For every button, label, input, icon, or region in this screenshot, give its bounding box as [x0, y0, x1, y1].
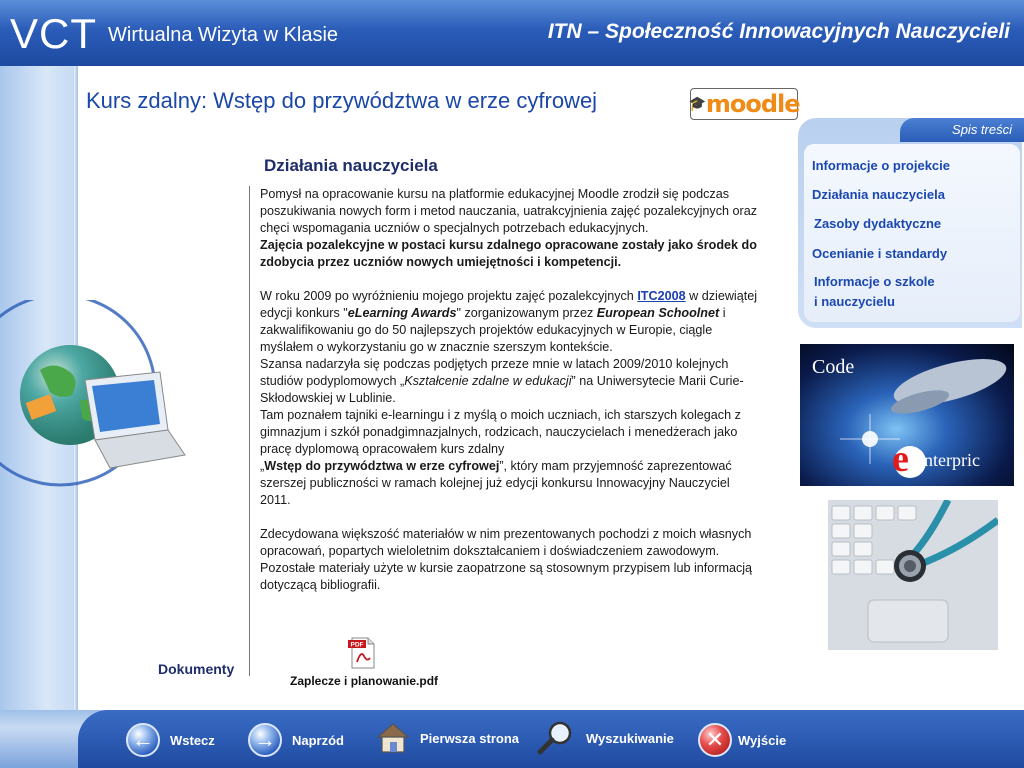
text: w dziewiątej edycji konkurs ": [260, 289, 758, 320]
stethoscope-laptop-image: [828, 500, 998, 650]
toc-tab: [900, 118, 1024, 142]
text: i zakwalifikowaniu go do 50 najlepszych projektów edukacyjnych w Europie, ciągle myślałem o wykorzystaniu go w znacznie szerszym kontekście.: [260, 306, 726, 354]
toc-item-assessment-standards[interactable]: Ocenianie i standardy: [812, 246, 948, 261]
paragraph-bold: [260, 237, 760, 271]
documents-label: Dokumenty: [158, 661, 235, 677]
home-button[interactable]: [376, 720, 519, 756]
itc2008-link[interactable]: ITC2008: [637, 289, 686, 303]
toc-title: Spis treści: [952, 122, 1012, 137]
pdf-document-link[interactable]: [290, 636, 440, 688]
top-banner: [0, 0, 1024, 66]
toc-item-school-info-cont[interactable]: i nauczycielu: [814, 294, 895, 309]
award-name: eLearning Awards: [347, 306, 457, 320]
content-body: [260, 186, 760, 594]
arrow-left-icon: ←: [126, 723, 160, 757]
content-divider: [249, 186, 250, 676]
studies-name: Kształcenie zdalne w edukacji: [404, 374, 572, 388]
text: Szansa nadarzyła się podczas podjętych przeze mnie w latach 2009/2010 kolejnych studiów podyplomowych „: [260, 357, 729, 388]
search-button[interactable]: [536, 720, 674, 756]
enterprise-e-letter: e: [892, 438, 909, 480]
graduation-cap-icon: 🎓: [688, 96, 705, 112]
text: W roku 2009 po wyróżnieniu mojego projektu zajęć pozalekcyjnych: [260, 289, 638, 303]
back-label: Wstecz: [170, 732, 215, 748]
home-label: Pierwsza strona: [420, 730, 519, 746]
text: ” na Uniwersytecie Marii Curie-Skłodowskiej w Lublinie.: [260, 374, 744, 405]
course-name: Wstęp do przywództwa w erze cyfrowej: [264, 459, 500, 473]
home-icon: [376, 721, 410, 755]
paragraph: [260, 288, 760, 356]
forward-button[interactable]: [248, 722, 344, 758]
toc-item-project-info[interactable]: Informacje o projekcie: [812, 158, 950, 173]
page-title: Kurs zdalny: Wstęp do przywództwa w erze cyfrowej: [86, 88, 598, 113]
toc-item-teaching-resources[interactable]: Zasoby dydaktyczne: [814, 216, 942, 231]
pdf-file-icon: [346, 636, 380, 670]
close-icon: ✕: [698, 723, 732, 757]
pdf-file-name: Zaplecze i planowanie.pdf: [290, 674, 439, 688]
code-enterprise-image: [800, 344, 1014, 486]
text: „: [260, 459, 265, 473]
enterprise-word: nterpric: [924, 450, 980, 470]
banner-subtitle: Wirtualna Wizyta w Klasie: [108, 24, 339, 46]
search-label: Wyszukiwanie: [586, 730, 674, 746]
exit-label: Wyjście: [738, 732, 787, 748]
paragraph: Tam poznałem tajniki e-learningu i z myślą o moich uczniach, ich starszych kolegach z gimnazjum i szkół ponadgimnazjalnych, rodzicach, nauczycielach i menedżerach jako pracę dyplomową opracowałem kurs zdalny: [260, 408, 741, 456]
code-word: Code: [812, 356, 855, 378]
vct-logo: VCT: [10, 10, 97, 57]
forward-label: Naprzód: [292, 732, 344, 748]
paragraph: [260, 458, 760, 509]
arrow-right-icon: →: [248, 723, 282, 757]
paragraph: [260, 356, 760, 407]
section-title: Działania nauczyciela: [264, 156, 438, 175]
spacer: [260, 509, 760, 526]
text: " zorganizowanym przez: [456, 306, 597, 320]
back-button[interactable]: [126, 722, 215, 758]
org-name: European Schoolnet: [596, 306, 720, 320]
paragraph-bold-text: Zajęcia pozalekcyjne w postaci kursu zdalnego opracowane zostały jako środek do zdobycia przez uczniów nowych umiejętności i kompetencji.: [260, 238, 757, 269]
stethoscope-illustration: [828, 500, 998, 650]
magnifier-icon: [536, 720, 576, 756]
paragraph: Pomysł na opracowanie kursu na platformie edukacyjnej Moodle zrodził się podczas poszukiwania nowych form i metod nauczania, uatrakcyjnienia zajęć pozalekcyjnych oraz chęci wspomagania uczniów o specjalnych potrzebach edukacyjnych.: [260, 187, 758, 235]
globe-laptop-illustration: [0, 300, 200, 500]
paragraph: Zdecydowana większość materiałów w nim prezentowanych pochodzi z moich własnych opracowań, popartych wieloletnim dokształcaniem i doświadczeniem zawodowym. Pozostałe materiały użyte w kursie zaopatrzone są stosownym przypisem lub informacją dotyczącą bibliografii.: [260, 527, 753, 592]
spacer: [260, 271, 760, 288]
network-title: ITN – Społeczność Innowacyjnych Nauczycieli: [547, 20, 1010, 43]
toc-item-school-info[interactable]: Informacje o szkole: [814, 274, 935, 289]
toc-item-teacher-activities[interactable]: Działania nauczyciela: [812, 187, 945, 202]
moodle-logo[interactable]: [690, 88, 798, 120]
pdf-badge-text: PDF: [350, 641, 364, 649]
text: ”, który mam przyjemność zaprezentować szerszej publiczności w ramach kolejnej już edycji konkursu Innowacyjny Nauczyciel 2011.: [260, 459, 732, 507]
moodle-logo-text: moodle: [705, 90, 800, 118]
exit-button[interactable]: [698, 722, 786, 758]
